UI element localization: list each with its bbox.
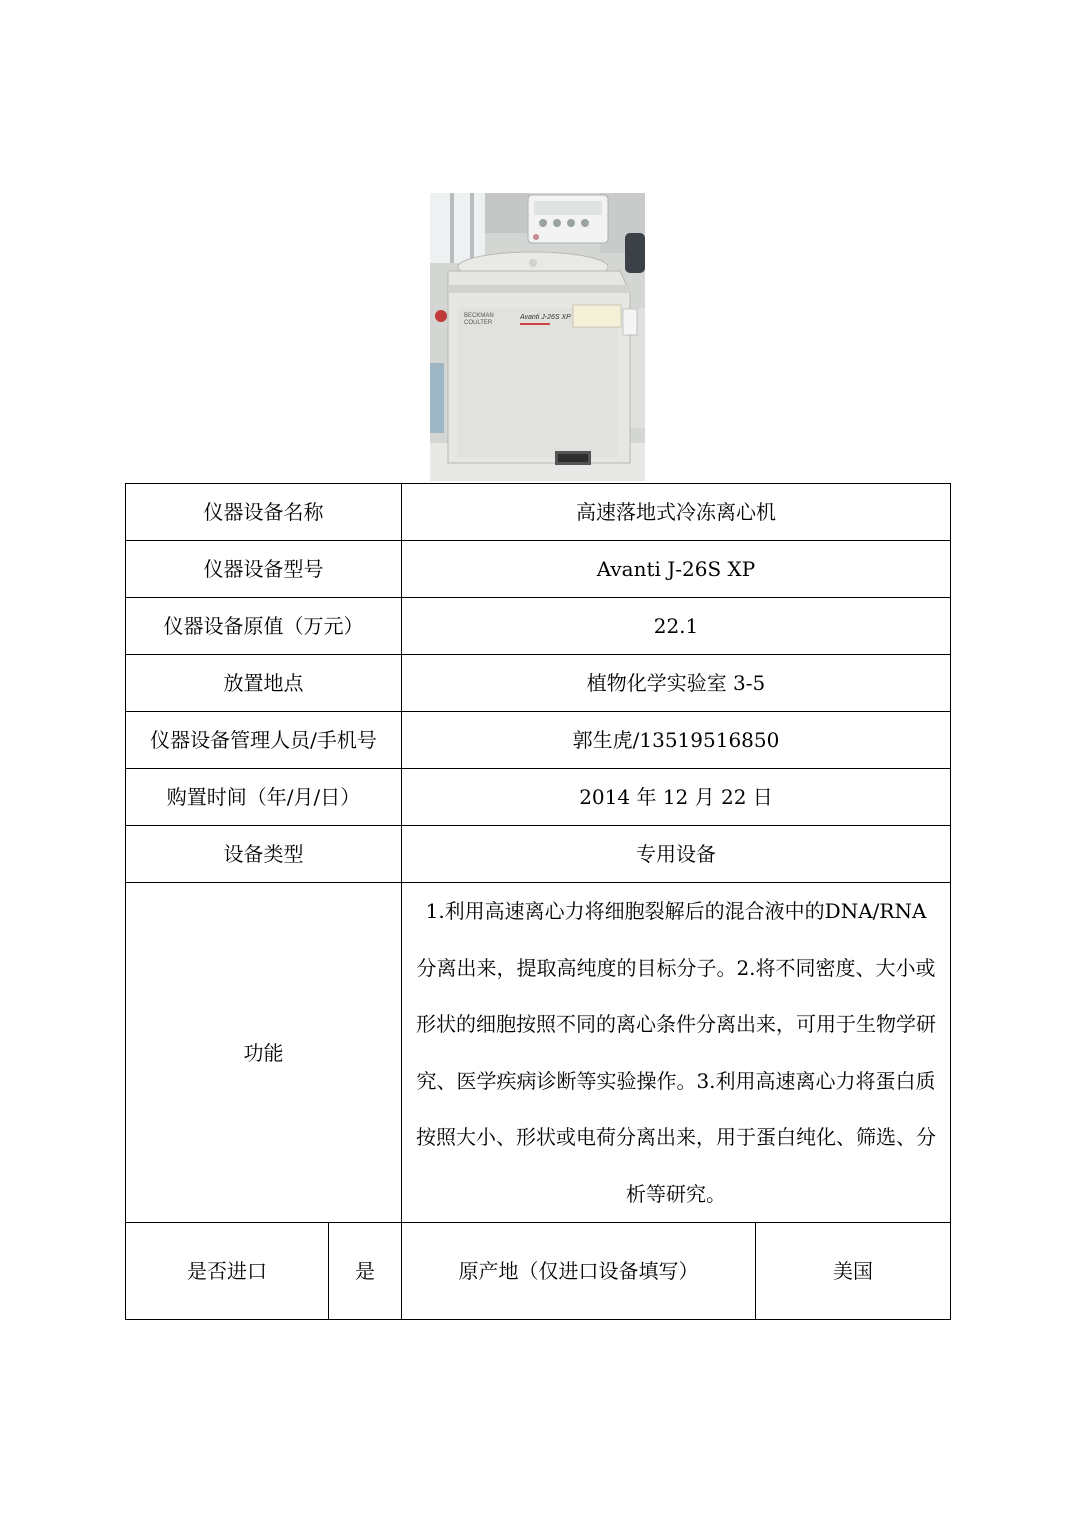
- origin-label: 原产地（仅进口设备填写）: [402, 1223, 756, 1320]
- table-row: [126, 655, 951, 712]
- svg-text:Avanti J-26S XP: Avanti J-26S XP: [520, 314, 571, 321]
- row-label: 仪器设备名称: [126, 484, 402, 541]
- row-label: 仪器设备原值（万元）: [126, 598, 402, 655]
- table-row: [126, 598, 951, 655]
- function-label: 功能: [126, 883, 402, 1223]
- row-label: 仪器设备管理人员/手机号: [126, 712, 402, 769]
- equipment-info-table: [125, 483, 951, 1320]
- import-label: 是否进口: [126, 1223, 329, 1320]
- function-row: [126, 883, 951, 1223]
- row-value: 22.1: [402, 598, 951, 655]
- table-row: [126, 769, 951, 826]
- import-value: 是: [329, 1223, 402, 1320]
- row-label: 设备类型: [126, 826, 402, 883]
- centrifuge-photo: [430, 193, 645, 481]
- row-value: Avanti J-26S XP: [402, 541, 951, 598]
- row-value: 高速落地式冷冻离心机: [402, 484, 951, 541]
- table-row: [126, 541, 951, 598]
- table-row: [126, 826, 951, 883]
- table-row: [126, 484, 951, 541]
- function-description: 1.利用高速离心力将细胞裂解后的混合液中的DNA/RNA 分离出来，提取高纯度的目标分子。2.将不同密度、大小或形状的细胞按照不同的离心条件分离出来，可用于生物学研究、医学疾病诊断等实验操作。3.利用高速离心力将蛋白质按照大小、形状或电荷分离出来，用于蛋白纯化、筛选、分析等研究。: [402, 883, 951, 1223]
- svg-text:BECKMAN: BECKMAN: [464, 313, 494, 319]
- origin-value: 美国: [756, 1223, 951, 1320]
- row-label: 购置时间（年/月/日）: [126, 769, 402, 826]
- row-label: 放置地点: [126, 655, 402, 712]
- table-row: [126, 712, 951, 769]
- import-row: [126, 1223, 951, 1320]
- svg-text:COULTER: COULTER: [464, 320, 493, 326]
- row-value: 郭生虎/13519516850: [402, 712, 951, 769]
- row-label: 仪器设备型号: [126, 541, 402, 598]
- row-value: 专用设备: [402, 826, 951, 883]
- row-value: 2014 年 12 月 22 日: [402, 769, 951, 826]
- row-value: 植物化学实验室 3-5: [402, 655, 951, 712]
